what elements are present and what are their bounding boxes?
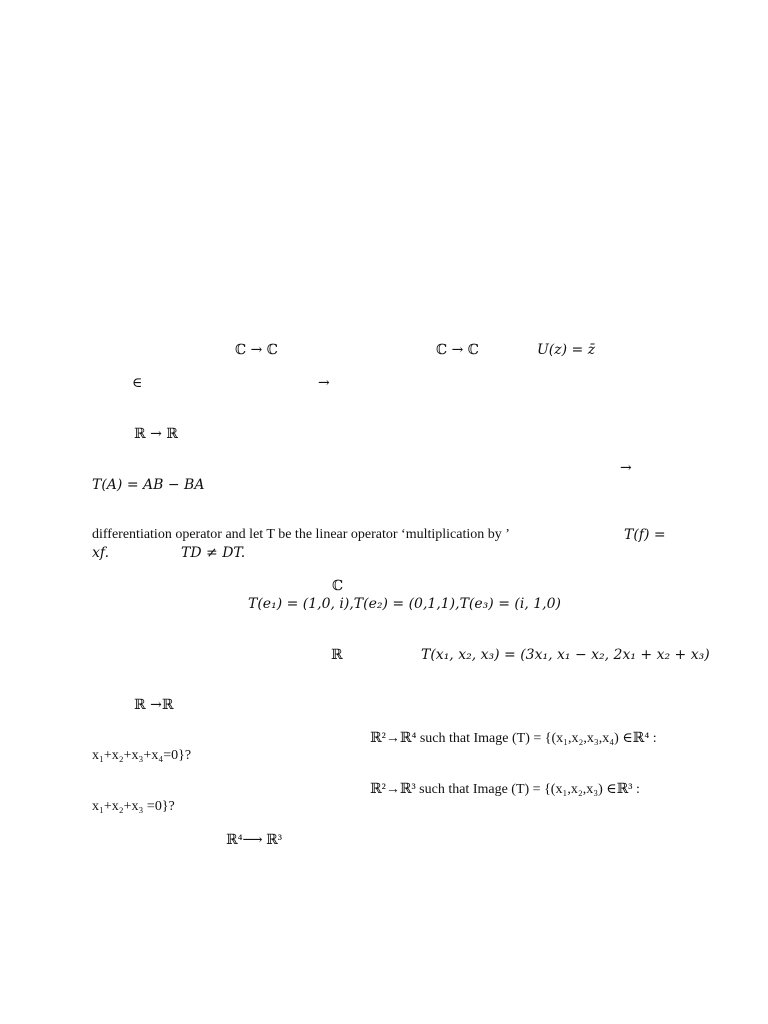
text-line-image-r4: ℝ²→ℝ⁴ such that Image (T) = {(x₁,x₂,x₃,x₄) ∈ℝ⁴ : (370, 731, 657, 746)
math-fragment-r4-to-r3: ℝ⁴⟶ ℝ³ (226, 833, 282, 848)
math-fragment-element-of: ∈ (132, 375, 143, 391)
text-line-image-r3: ℝ²→ℝ³ such that Image (T) = {(x₁,x₂,x₃) ∈ℝ³ : (370, 782, 640, 797)
text-line-sum-four: x₁+x₂+x₃+x₄=0}? (92, 748, 192, 763)
math-fragment-td-ne-dt: TD ≠ DT. (181, 545, 246, 561)
text-line-differentiation: differentiation operator and let T be the linear operator ‘multiplication by ’ (92, 527, 510, 542)
math-fragment-c-to-c-2: ℂ → ℂ (436, 342, 479, 358)
math-fragment-xf: xf. (92, 545, 110, 561)
math-fragment-t-of-f: T(f) = (624, 527, 666, 543)
math-fragment-c: ℂ (332, 578, 344, 594)
math-fragment-commutator: T(A) = AB − BA (92, 477, 205, 493)
math-fragment-t-definition: T(x₁, x₂, x₃) = (3x₁, x₁ − x₂, 2x₁ + x₂ + x₃) (421, 647, 710, 663)
math-fragment-r-to-r-2: ℝ →ℝ (134, 697, 174, 713)
math-fragment-c-to-c-1: ℂ → ℂ (235, 342, 278, 358)
math-fragment-r-1: ℝ (331, 647, 343, 663)
math-fragment-basis-images: T(e₁) = (1,0, i),T(e₂) = (0,1,1),T(e₃) = (i, 1,0) (248, 596, 561, 612)
math-fragment-arrow-1: → (318, 375, 330, 391)
math-fragment-u-of-z: U(z) = z̄ (537, 342, 596, 358)
math-fragment-r-to-r-1: ℝ → ℝ (134, 426, 178, 442)
text-line-sum-three: x₁+x₂+x₃ =0}? (92, 799, 175, 814)
math-fragment-arrow-2: → (620, 460, 632, 476)
